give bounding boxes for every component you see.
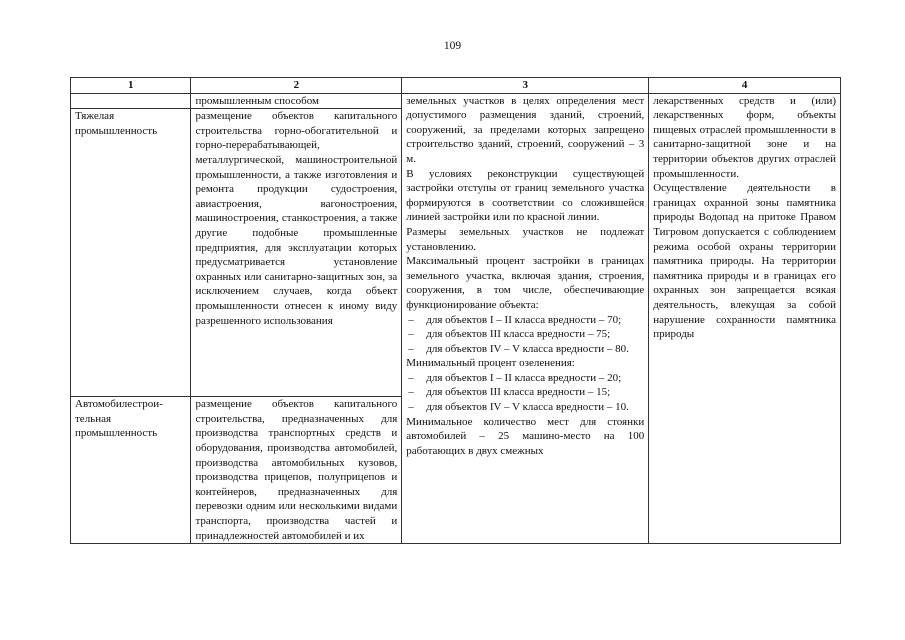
- use-type-description: размещение объектов капитального строительства, предназначенных для производства транспортных средств и оборудования, производства автомобилей, производства автомобильных кузовов, производства прицепов, полуприцепов и контейнеров, предназначенных для перевозки одним или несколькими видами транспорта, производства частей и принадлежностей автомобилей и их: [191, 397, 402, 544]
- continuation-row: [71, 93, 841, 109]
- page-number: 109: [443, 40, 462, 52]
- parameters-min-greening: Минимальный процент озеленения:: [406, 357, 575, 370]
- restrictions-cell: [649, 93, 841, 544]
- column-header-3: 3: [402, 78, 649, 94]
- coverage-list: [406, 313, 644, 357]
- continuation-name-cell: [71, 93, 191, 109]
- header-row: [71, 78, 841, 94]
- parameters-cell: [402, 93, 649, 544]
- list-item: – для объектов IV – V класса вредности – 10.: [406, 400, 644, 415]
- use-type-name: Тяжелая промышленность: [71, 109, 191, 397]
- column-header-4: 4: [649, 78, 841, 94]
- column-header-2: 2: [191, 78, 402, 94]
- parameters-max-coverage: Максимальный процент застройки в границах земельного участка, включая здания, строения, сооружения, в том числе, обеспечивающие функционирование объекта:: [406, 255, 645, 311]
- list-item: – для объектов I – II класса вредности – 20;: [406, 371, 644, 386]
- parameters-setback: земельных участков в целях определения мест допустимого размещения зданий, строений, сооружений, за пределами которых запрещено строительство зданий, строений, сооружений – 3 м.: [406, 94, 645, 165]
- greening-list: [406, 371, 644, 415]
- column-header-1: 1: [71, 78, 191, 94]
- restrictions-nature-monument: Осуществление деятельности в границах охранной зоны памятника природы Водопад на притоке Правом Тигровом допускается с соблюдением режима особой охраны территории памятника природы. На территории памятника природы и в границах его охранных зон запрещается всякая деятельность, влекущая за собой нарушение сохранности памятника природы: [653, 182, 836, 341]
- parameters-reconstruction: В условиях реконструкции существующей застройки отступы от границ земельного участка формируются в соответствии со сложившейся линией застройки или по красной линии.: [406, 167, 645, 224]
- restrictions-text: лекарственных средств и (или) лекарственных форм, объекты пищевых отраслей промышленности в санитарно-защитной зоне и на территории объектов других отраслей промышленности.: [653, 94, 836, 180]
- list-item: – для объектов I – II класса вредности – 70;: [406, 313, 644, 328]
- regulations-table: [70, 77, 841, 544]
- parameters-parking: Минимальное количество мест для стоянки автомобилей – 25 машино-место на 100 работающих в двух смежных: [406, 415, 645, 457]
- parameters-plot-size: Размеры земельных участков не подлежат установлению.: [406, 225, 645, 253]
- use-type-name: Автомобилестрои-тельная промышленность: [71, 397, 191, 544]
- list-item: – для объектов IV – V класса вредности – 80.: [406, 342, 644, 357]
- use-type-description: размещение объектов капитального строительства горно-обогатительной и горно-перерабатывающей, металлургической, машиностроительной промышленности, а также изготовления и ремонта продукции судостроения, авиастроения, вагоностроения, машиностроения, станкостроения, а также другие подобные промышленные предприятия, для эксплуатации которых предусматривается установление охранных или санитарно-защитных зон, за исключением случаев, когда объект промышленности отнесен к иному виду разрешенного использования: [191, 109, 402, 397]
- list-item: – для объектов III класса вредности – 15;: [406, 385, 644, 400]
- list-item: – для объектов III класса вредности – 75;: [406, 327, 644, 342]
- continuation-description-cell: промышленным способом: [191, 93, 402, 109]
